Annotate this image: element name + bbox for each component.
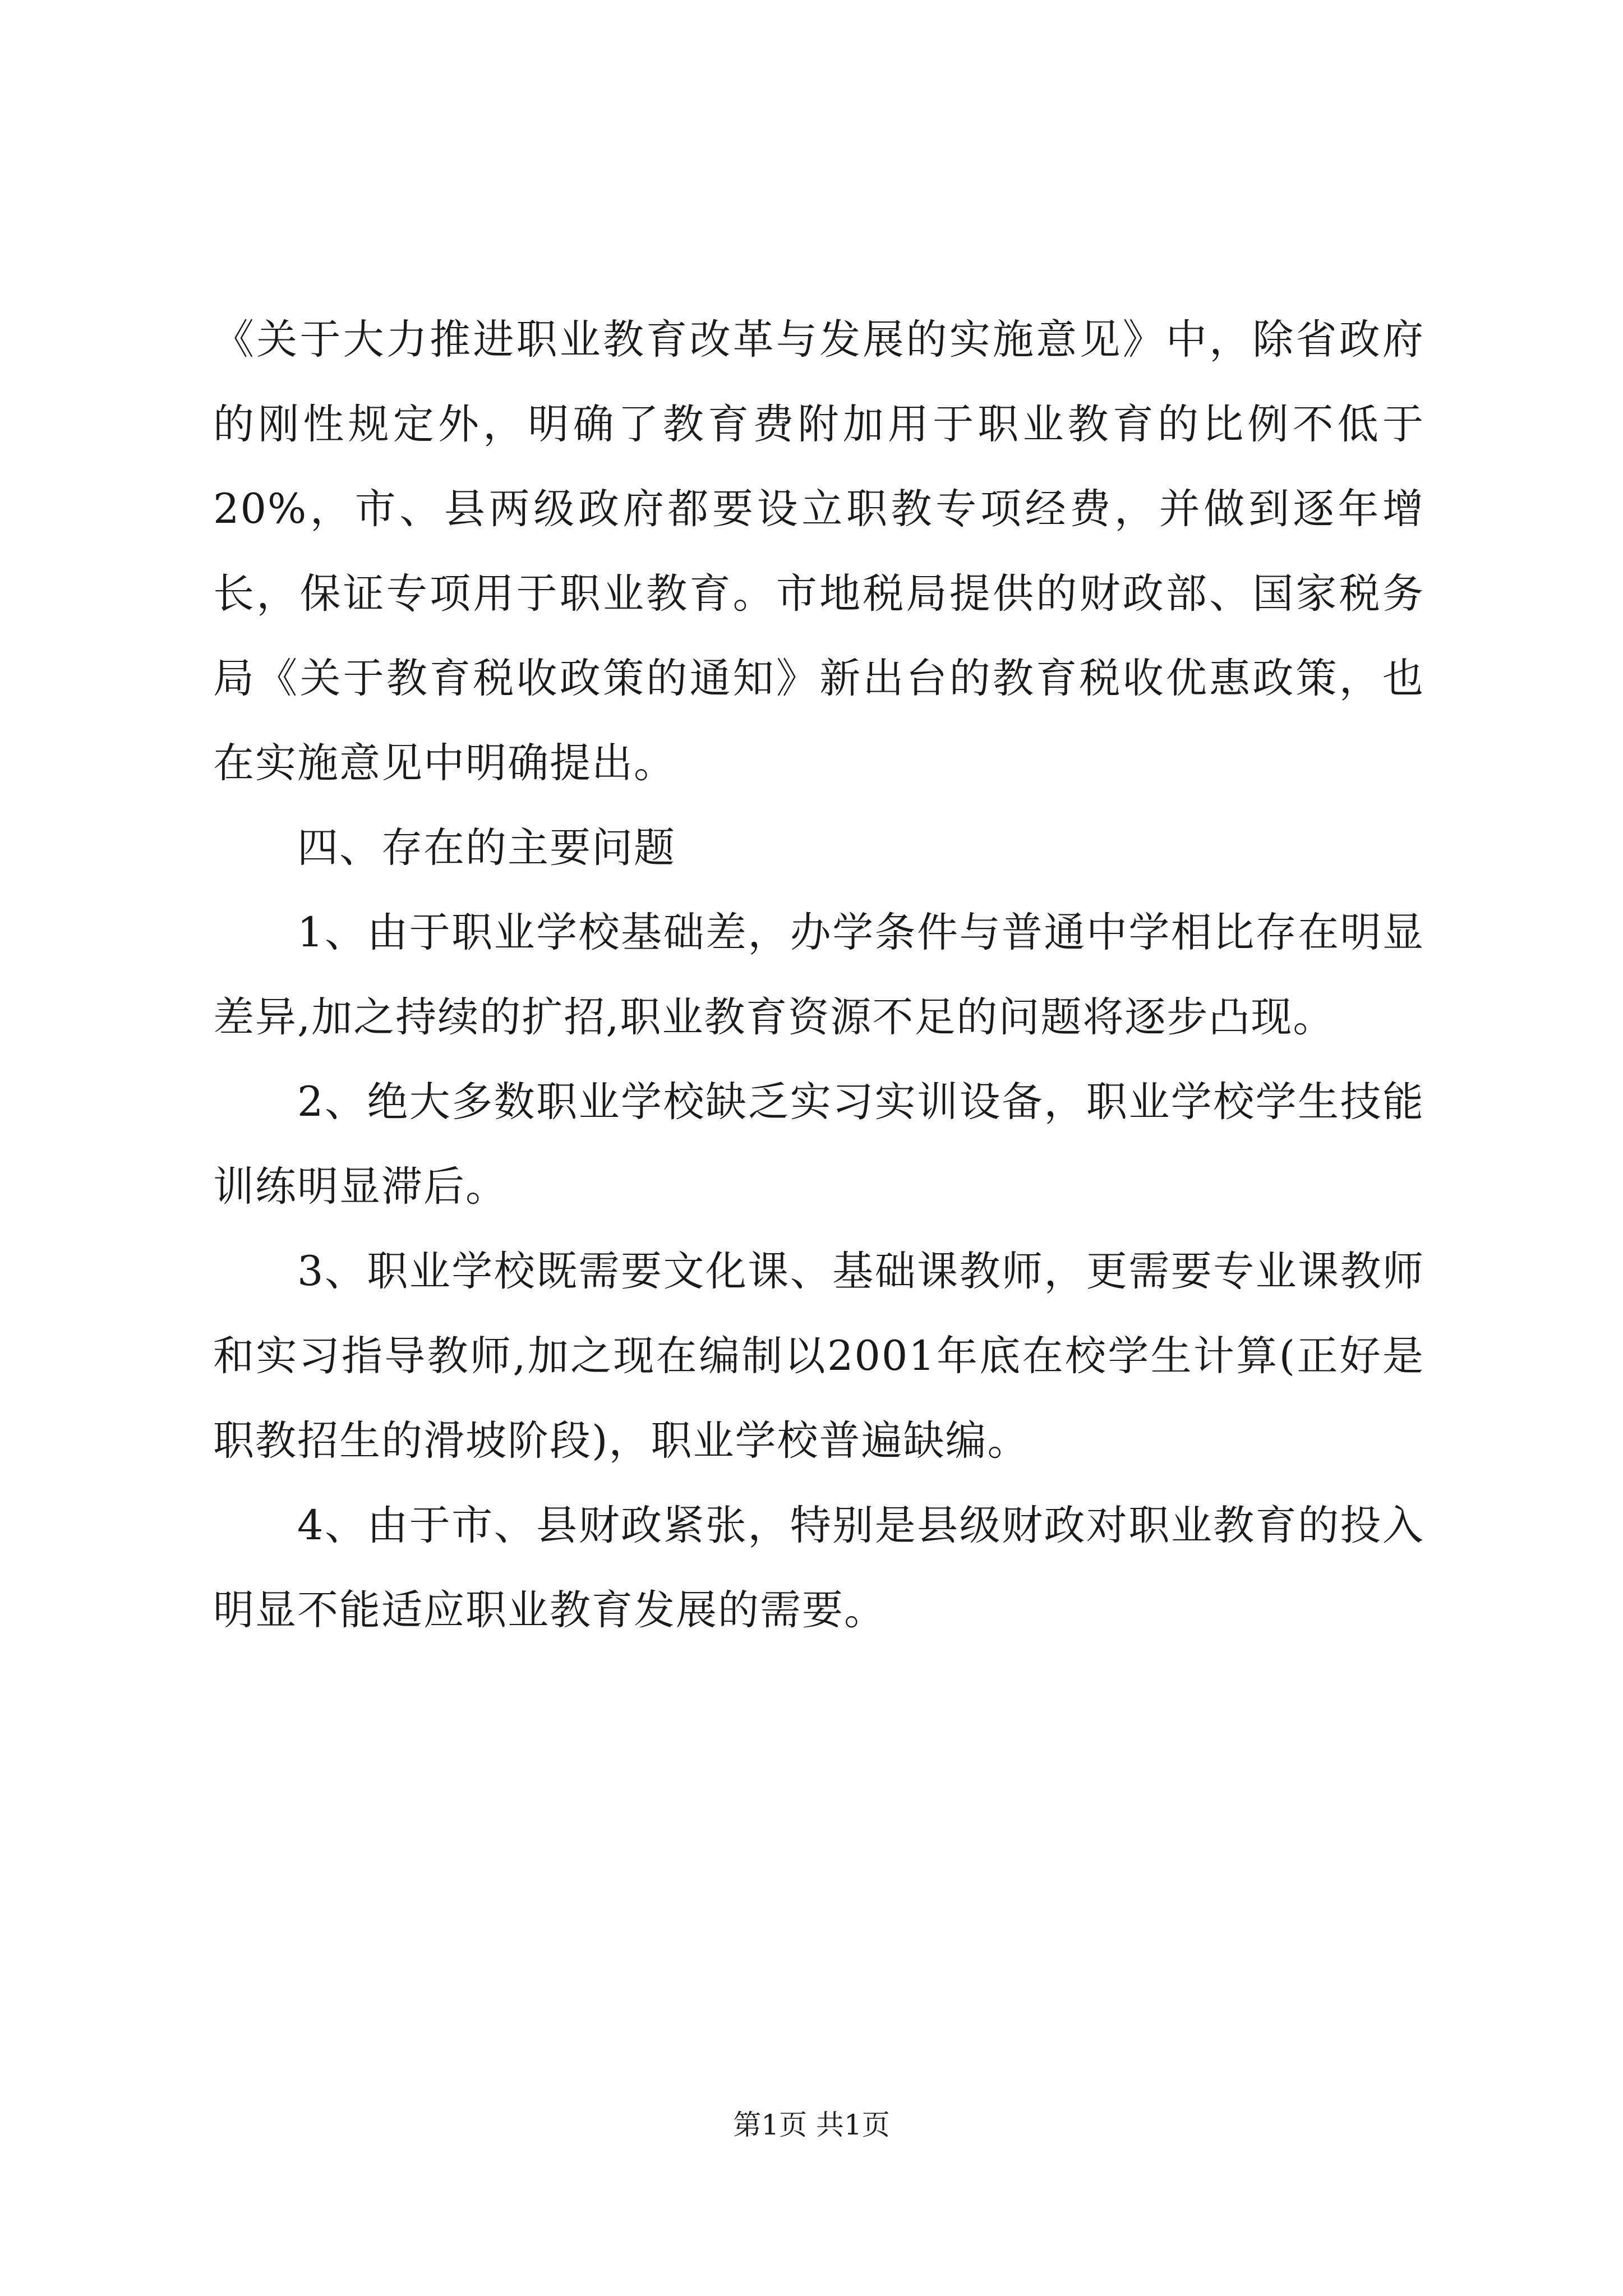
problem-item-2: 2、绝大多数职业学校缺乏实习实训设备，职业学校学生技能训练明显滞后。 [213, 1078, 1424, 1211]
document-body [213, 297, 1424, 1653]
problem-item-1: 1、由于职业学校基础差，办学条件与普通中学相比存在明显差异,加之持续的扩招,职业教育资源不足的问题将逐步凸现。 [213, 909, 1424, 1041]
page-footer [0, 2108, 1623, 2142]
paragraph-policy-intro: 《关于大力推进职业教育改革与发展的实施意见》中，除省政府的刚性规定外，明确了教育费附加用于职业教育的比例不低于20%，市、县两级政府都要设立职教专项经费，并做到逐年增长，保证专项用于职业教育。市地税局提供的财政部、国家税务局《关于教育税收政策的通知》新出台的教育税收优惠政策，也在实施意见中明确提出。 [213, 316, 1424, 787]
problem-item-4: 4、由于市、县财政紧张，特别是县级财政对职业教育的投入明显不能适应职业教育发展的需要。 [213, 1502, 1424, 1634]
page-number: 第1页 共1页 [733, 2109, 890, 2141]
problem-item-3: 3、职业学校既需要文化课、基础课教师，更需要专业课教师和实习指导教师,加之现在编制以2001年底在校学生计算(正好是职教招生的滑坡阶段)，职业学校普遍缺编。 [213, 1248, 1424, 1465]
section-heading-main-problems: 四、存在的主要问题 [297, 824, 676, 872]
